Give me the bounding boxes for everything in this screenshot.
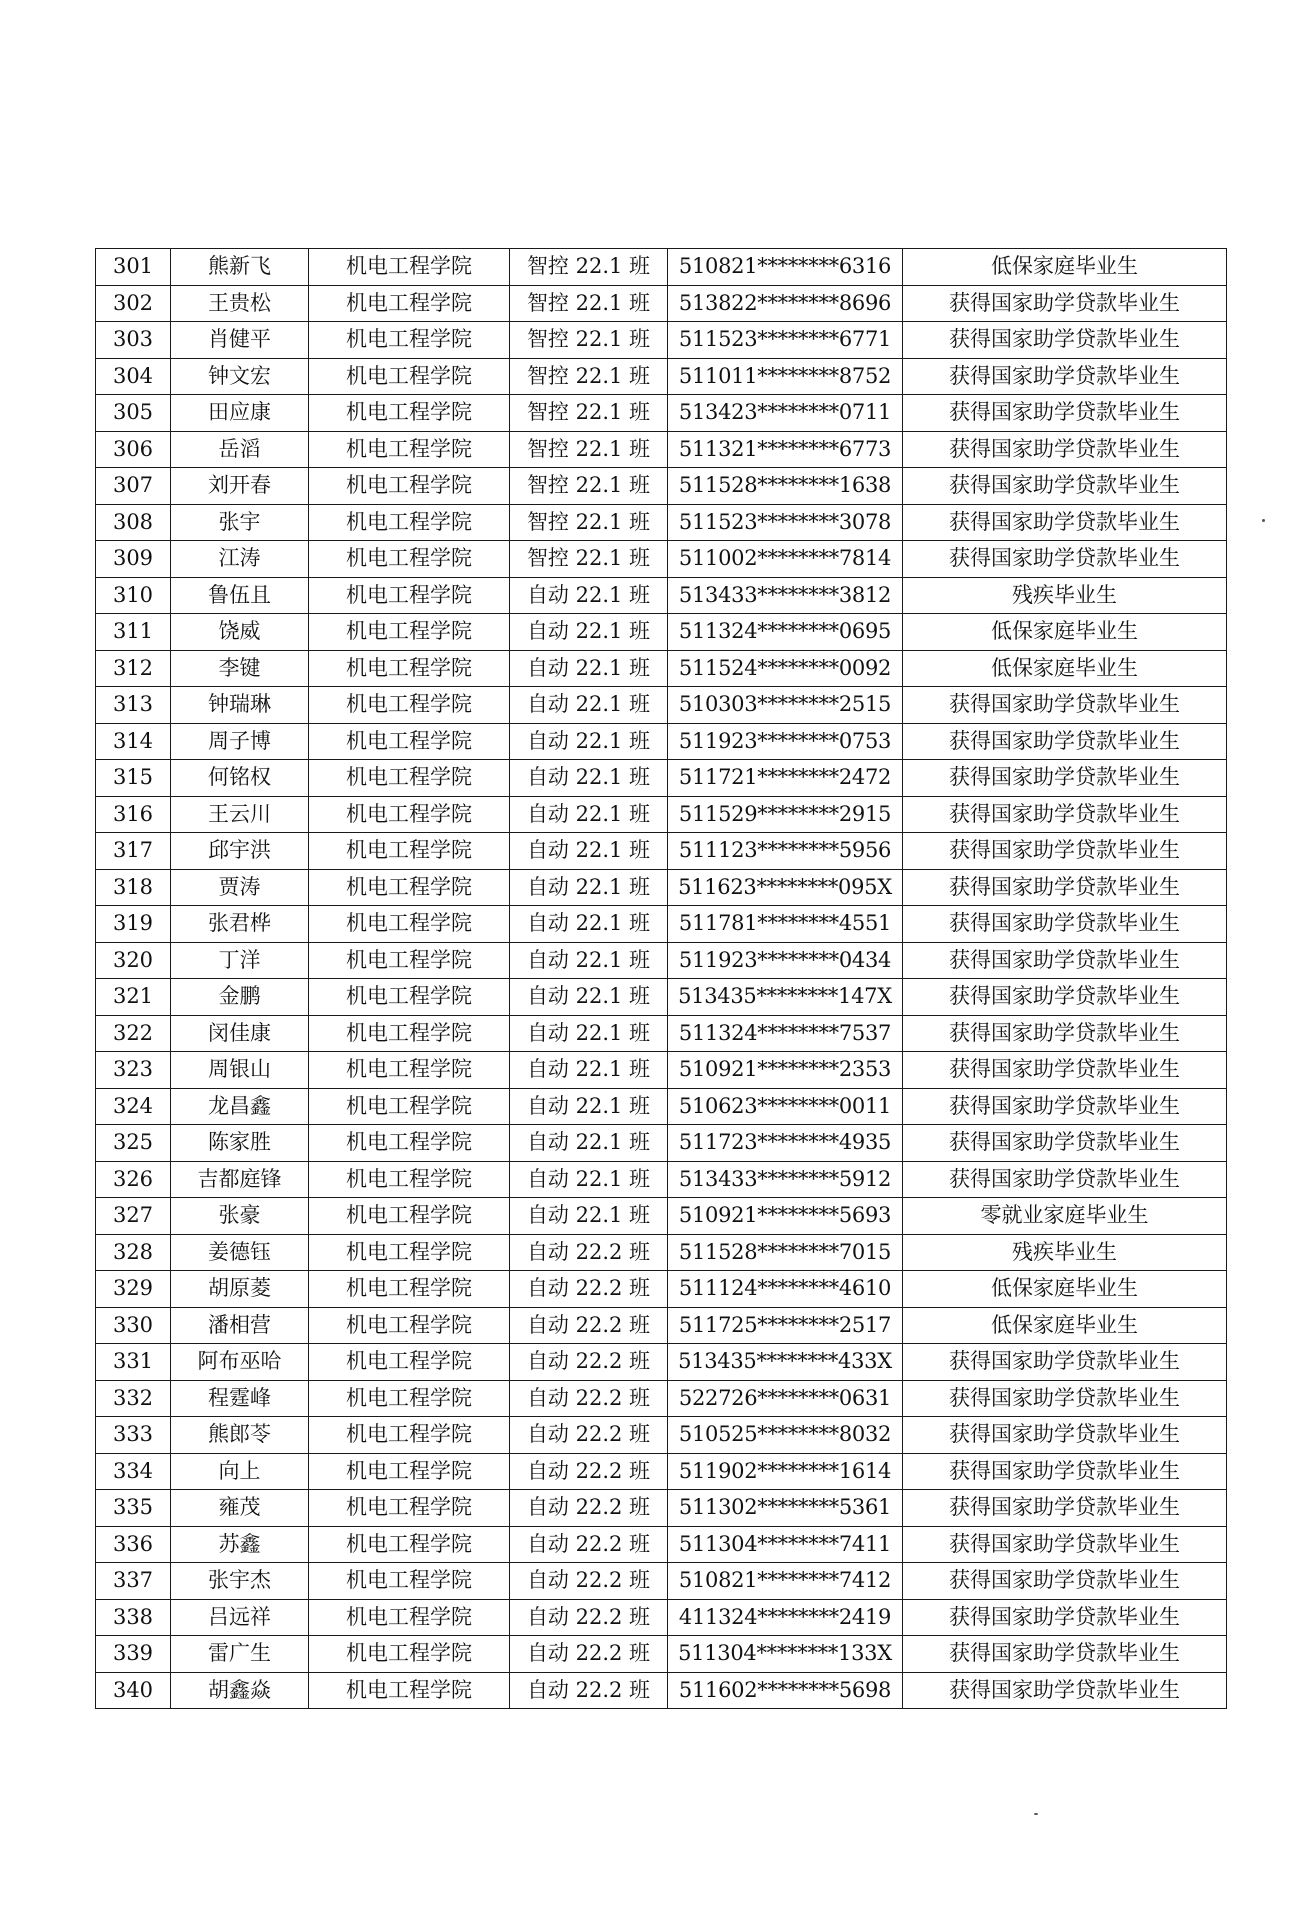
category-cell: 获得国家助学贷款毕业生 — [903, 760, 1227, 797]
table-row — [96, 833, 1227, 870]
table-row — [96, 504, 1227, 541]
student-name-cell: 熊新飞 — [171, 249, 309, 286]
college-cell: 机电工程学院 — [309, 869, 510, 906]
id-number-cell: 511321********6773 — [668, 431, 903, 468]
id-number-cell: 511902********1614 — [668, 1453, 903, 1490]
category-cell: 低保家庭毕业生 — [903, 1271, 1227, 1308]
table-row — [96, 541, 1227, 578]
class-cell: 自动 22.2 班 — [510, 1234, 668, 1271]
college-cell: 机电工程学院 — [309, 1125, 510, 1162]
table-row — [96, 1453, 1227, 1490]
scan-speck — [1262, 519, 1265, 522]
student-name-cell: 金鹏 — [171, 979, 309, 1016]
class-cell: 自动 22.2 班 — [510, 1417, 668, 1454]
table-row — [96, 723, 1227, 760]
class-cell: 自动 22.1 班 — [510, 979, 668, 1016]
college-cell: 机电工程学院 — [309, 942, 510, 979]
row-number-cell: 340 — [96, 1672, 171, 1709]
row-number-cell: 331 — [96, 1344, 171, 1381]
category-cell: 获得国家助学贷款毕业生 — [903, 979, 1227, 1016]
category-cell: 残疾毕业生 — [903, 577, 1227, 614]
row-number-cell: 337 — [96, 1563, 171, 1600]
student-name-cell: 姜德钰 — [171, 1234, 309, 1271]
college-cell: 机电工程学院 — [309, 1088, 510, 1125]
category-cell: 残疾毕业生 — [903, 1234, 1227, 1271]
scan-speck — [1034, 1813, 1038, 1815]
id-number-cell: 510623********0011 — [668, 1088, 903, 1125]
college-cell: 机电工程学院 — [309, 1380, 510, 1417]
row-number-cell: 301 — [96, 249, 171, 286]
id-number-cell: 510921********2353 — [668, 1052, 903, 1089]
row-number-cell: 321 — [96, 979, 171, 1016]
id-number-cell: 511524********0092 — [668, 650, 903, 687]
college-cell: 机电工程学院 — [309, 249, 510, 286]
row-number-cell: 309 — [96, 541, 171, 578]
id-number-cell: 513423********0711 — [668, 395, 903, 432]
student-name-cell: 张宇杰 — [171, 1563, 309, 1600]
class-cell: 自动 22.1 班 — [510, 906, 668, 943]
id-number-cell: 511602********5698 — [668, 1672, 903, 1709]
class-cell: 自动 22.2 班 — [510, 1380, 668, 1417]
table-row — [96, 1344, 1227, 1381]
id-number-cell: 511124********4610 — [668, 1271, 903, 1308]
student-name-cell: 周银山 — [171, 1052, 309, 1089]
student-name-cell: 熊郎苓 — [171, 1417, 309, 1454]
college-cell: 机电工程学院 — [309, 650, 510, 687]
class-cell: 自动 22.1 班 — [510, 833, 668, 870]
table-row — [96, 760, 1227, 797]
category-cell: 获得国家助学贷款毕业生 — [903, 906, 1227, 943]
category-cell: 获得国家助学贷款毕业生 — [903, 504, 1227, 541]
college-cell: 机电工程学院 — [309, 796, 510, 833]
student-name-cell: 吉都庭锋 — [171, 1161, 309, 1198]
row-number-cell: 328 — [96, 1234, 171, 1271]
table-row — [96, 1599, 1227, 1636]
id-number-cell: 511123********5956 — [668, 833, 903, 870]
class-cell: 自动 22.1 班 — [510, 1161, 668, 1198]
college-cell: 机电工程学院 — [309, 358, 510, 395]
id-number-cell: 510921********5693 — [668, 1198, 903, 1235]
college-cell: 机电工程学院 — [309, 723, 510, 760]
row-number-cell: 336 — [96, 1526, 171, 1563]
class-cell: 自动 22.1 班 — [510, 869, 668, 906]
student-name-cell: 岳滔 — [171, 431, 309, 468]
table-row — [96, 942, 1227, 979]
college-cell: 机电工程学院 — [309, 577, 510, 614]
row-number-cell: 318 — [96, 869, 171, 906]
student-name-cell: 龙昌鑫 — [171, 1088, 309, 1125]
college-cell: 机电工程学院 — [309, 979, 510, 1016]
row-number-cell: 305 — [96, 395, 171, 432]
table-row — [96, 869, 1227, 906]
student-name-cell: 李键 — [171, 650, 309, 687]
student-name-cell: 潘相营 — [171, 1307, 309, 1344]
class-cell: 智控 22.1 班 — [510, 504, 668, 541]
category-cell: 获得国家助学贷款毕业生 — [903, 723, 1227, 760]
row-number-cell: 338 — [96, 1599, 171, 1636]
student-name-cell: 钟文宏 — [171, 358, 309, 395]
category-cell: 获得国家助学贷款毕业生 — [903, 1417, 1227, 1454]
class-cell: 自动 22.1 班 — [510, 723, 668, 760]
college-cell: 机电工程学院 — [309, 1234, 510, 1271]
college-cell: 机电工程学院 — [309, 1015, 510, 1052]
row-number-cell: 313 — [96, 687, 171, 724]
class-cell: 自动 22.1 班 — [510, 1088, 668, 1125]
class-cell: 自动 22.2 班 — [510, 1599, 668, 1636]
category-cell: 获得国家助学贷款毕业生 — [903, 687, 1227, 724]
student-name-cell: 雍茂 — [171, 1490, 309, 1527]
college-cell: 机电工程学院 — [309, 614, 510, 651]
id-number-cell: 511923********0434 — [668, 942, 903, 979]
table-row — [96, 1161, 1227, 1198]
category-cell: 获得国家助学贷款毕业生 — [903, 322, 1227, 359]
id-number-cell: 511623********095X — [668, 869, 903, 906]
row-number-cell: 319 — [96, 906, 171, 943]
row-number-cell: 308 — [96, 504, 171, 541]
student-name-cell: 张宇 — [171, 504, 309, 541]
student-name-cell: 张君桦 — [171, 906, 309, 943]
category-cell: 获得国家助学贷款毕业生 — [903, 1344, 1227, 1381]
category-cell: 获得国家助学贷款毕业生 — [903, 1088, 1227, 1125]
class-cell: 自动 22.1 班 — [510, 1125, 668, 1162]
id-number-cell: 513433********5912 — [668, 1161, 903, 1198]
college-cell: 机电工程学院 — [309, 504, 510, 541]
id-number-cell: 511304********7411 — [668, 1526, 903, 1563]
id-number-cell: 522726********0631 — [668, 1380, 903, 1417]
table-row — [96, 1563, 1227, 1600]
student-name-cell: 吕远祥 — [171, 1599, 309, 1636]
class-cell: 自动 22.1 班 — [510, 1052, 668, 1089]
row-number-cell: 316 — [96, 796, 171, 833]
student-name-cell: 程霆峰 — [171, 1380, 309, 1417]
class-cell: 自动 22.1 班 — [510, 1198, 668, 1235]
category-cell: 获得国家助学贷款毕业生 — [903, 1015, 1227, 1052]
category-cell: 零就业家庭毕业生 — [903, 1198, 1227, 1235]
table-row — [96, 577, 1227, 614]
table-row — [96, 1234, 1227, 1271]
table-row — [96, 1490, 1227, 1527]
id-number-cell: 511304********133X — [668, 1636, 903, 1673]
category-cell: 获得国家助学贷款毕业生 — [903, 1563, 1227, 1600]
table-row — [96, 358, 1227, 395]
class-cell: 智控 22.1 班 — [510, 249, 668, 286]
college-cell: 机电工程学院 — [309, 1161, 510, 1198]
student-name-cell: 陈家胜 — [171, 1125, 309, 1162]
student-name-cell: 王贵松 — [171, 285, 309, 322]
student-name-cell: 胡原菱 — [171, 1271, 309, 1308]
row-number-cell: 334 — [96, 1453, 171, 1490]
row-number-cell: 326 — [96, 1161, 171, 1198]
college-cell: 机电工程学院 — [309, 1636, 510, 1673]
college-cell: 机电工程学院 — [309, 541, 510, 578]
class-cell: 自动 22.2 班 — [510, 1563, 668, 1600]
id-number-cell: 511528********1638 — [668, 468, 903, 505]
id-number-cell: 510303********2515 — [668, 687, 903, 724]
id-number-cell: 513435********147X — [668, 979, 903, 1016]
row-number-cell: 335 — [96, 1490, 171, 1527]
id-number-cell: 511723********4935 — [668, 1125, 903, 1162]
category-cell: 获得国家助学贷款毕业生 — [903, 1052, 1227, 1089]
id-number-cell: 511002********7814 — [668, 541, 903, 578]
class-cell: 自动 22.1 班 — [510, 796, 668, 833]
category-cell: 获得国家助学贷款毕业生 — [903, 468, 1227, 505]
student-name-cell: 江涛 — [171, 541, 309, 578]
class-cell: 自动 22.2 班 — [510, 1307, 668, 1344]
row-number-cell: 329 — [96, 1271, 171, 1308]
table-row — [96, 395, 1227, 432]
table-row — [96, 1125, 1227, 1162]
class-cell: 自动 22.1 班 — [510, 1015, 668, 1052]
category-cell: 低保家庭毕业生 — [903, 249, 1227, 286]
category-cell: 获得国家助学贷款毕业生 — [903, 833, 1227, 870]
college-cell: 机电工程学院 — [309, 833, 510, 870]
college-cell: 机电工程学院 — [309, 687, 510, 724]
college-cell: 机电工程学院 — [309, 1526, 510, 1563]
id-number-cell: 511529********2915 — [668, 796, 903, 833]
college-cell: 机电工程学院 — [309, 1563, 510, 1600]
class-cell: 自动 22.2 班 — [510, 1453, 668, 1490]
student-name-cell: 贾涛 — [171, 869, 309, 906]
row-number-cell: 307 — [96, 468, 171, 505]
id-number-cell: 511721********2472 — [668, 760, 903, 797]
class-cell: 自动 22.1 班 — [510, 614, 668, 651]
row-number-cell: 315 — [96, 760, 171, 797]
row-number-cell: 311 — [96, 614, 171, 651]
id-number-cell: 511528********7015 — [668, 1234, 903, 1271]
table-row — [96, 1636, 1227, 1673]
row-number-cell: 324 — [96, 1088, 171, 1125]
class-cell: 智控 22.1 班 — [510, 395, 668, 432]
table-row — [96, 1417, 1227, 1454]
category-cell: 获得国家助学贷款毕业生 — [903, 942, 1227, 979]
college-cell: 机电工程学院 — [309, 468, 510, 505]
student-name-cell: 田应康 — [171, 395, 309, 432]
row-number-cell: 317 — [96, 833, 171, 870]
category-cell: 获得国家助学贷款毕业生 — [903, 1161, 1227, 1198]
category-cell: 低保家庭毕业生 — [903, 1307, 1227, 1344]
category-cell: 获得国家助学贷款毕业生 — [903, 1380, 1227, 1417]
id-number-cell: 510525********8032 — [668, 1417, 903, 1454]
student-name-cell: 闵佳康 — [171, 1015, 309, 1052]
category-cell: 获得国家助学贷款毕业生 — [903, 541, 1227, 578]
category-cell: 获得国家助学贷款毕业生 — [903, 431, 1227, 468]
row-number-cell: 339 — [96, 1636, 171, 1673]
id-number-cell: 511923********0753 — [668, 723, 903, 760]
row-number-cell: 330 — [96, 1307, 171, 1344]
id-number-cell: 511302********5361 — [668, 1490, 903, 1527]
college-cell: 机电工程学院 — [309, 1271, 510, 1308]
category-cell: 获得国家助学贷款毕业生 — [903, 1453, 1227, 1490]
table-row — [96, 249, 1227, 286]
row-number-cell: 333 — [96, 1417, 171, 1454]
table-row — [96, 687, 1227, 724]
student-name-cell: 刘开春 — [171, 468, 309, 505]
table-row — [96, 650, 1227, 687]
college-cell: 机电工程学院 — [309, 1599, 510, 1636]
college-cell: 机电工程学院 — [309, 1052, 510, 1089]
row-number-cell: 304 — [96, 358, 171, 395]
table-row — [96, 1271, 1227, 1308]
class-cell: 自动 22.2 班 — [510, 1271, 668, 1308]
table-row — [96, 468, 1227, 505]
college-cell: 机电工程学院 — [309, 1453, 510, 1490]
table-row — [96, 1198, 1227, 1235]
class-cell: 智控 22.1 班 — [510, 468, 668, 505]
category-cell: 获得国家助学贷款毕业生 — [903, 869, 1227, 906]
college-cell: 机电工程学院 — [309, 395, 510, 432]
class-cell: 自动 22.1 班 — [510, 942, 668, 979]
category-cell: 获得国家助学贷款毕业生 — [903, 395, 1227, 432]
category-cell: 低保家庭毕业生 — [903, 650, 1227, 687]
table-row — [96, 614, 1227, 651]
id-number-cell: 511781********4551 — [668, 906, 903, 943]
college-cell: 机电工程学院 — [309, 1490, 510, 1527]
row-number-cell: 312 — [96, 650, 171, 687]
student-name-cell: 胡鑫焱 — [171, 1672, 309, 1709]
class-cell: 智控 22.1 班 — [510, 541, 668, 578]
table-row — [96, 979, 1227, 1016]
college-cell: 机电工程学院 — [309, 1344, 510, 1381]
college-cell: 机电工程学院 — [309, 906, 510, 943]
category-cell: 获得国家助学贷款毕业生 — [903, 796, 1227, 833]
id-number-cell: 510821********6316 — [668, 249, 903, 286]
student-name-cell: 雷广生 — [171, 1636, 309, 1673]
class-cell: 自动 22.1 班 — [510, 650, 668, 687]
student-name-cell: 向上 — [171, 1453, 309, 1490]
row-number-cell: 325 — [96, 1125, 171, 1162]
id-number-cell: 513435********433X — [668, 1344, 903, 1381]
id-number-cell: 513433********3812 — [668, 577, 903, 614]
table-row — [96, 1526, 1227, 1563]
roster-table-body — [96, 249, 1227, 1709]
row-number-cell: 323 — [96, 1052, 171, 1089]
student-name-cell: 阿布巫哈 — [171, 1344, 309, 1381]
college-cell: 机电工程学院 — [309, 322, 510, 359]
category-cell: 获得国家助学贷款毕业生 — [903, 1125, 1227, 1162]
student-name-cell: 张豪 — [171, 1198, 309, 1235]
student-name-cell: 周子博 — [171, 723, 309, 760]
row-number-cell: 332 — [96, 1380, 171, 1417]
college-cell: 机电工程学院 — [309, 285, 510, 322]
student-name-cell: 苏鑫 — [171, 1526, 309, 1563]
row-number-cell: 303 — [96, 322, 171, 359]
table-row — [96, 1052, 1227, 1089]
row-number-cell: 320 — [96, 942, 171, 979]
category-cell: 获得国家助学贷款毕业生 — [903, 1490, 1227, 1527]
student-name-cell: 何铭权 — [171, 760, 309, 797]
category-cell: 获得国家助学贷款毕业生 — [903, 358, 1227, 395]
category-cell: 获得国家助学贷款毕业生 — [903, 1636, 1227, 1673]
class-cell: 自动 22.2 班 — [510, 1526, 668, 1563]
category-cell: 低保家庭毕业生 — [903, 614, 1227, 651]
id-number-cell: 511011********8752 — [668, 358, 903, 395]
id-number-cell: 411324********2419 — [668, 1599, 903, 1636]
table-row — [96, 796, 1227, 833]
row-number-cell: 306 — [96, 431, 171, 468]
college-cell: 机电工程学院 — [309, 1417, 510, 1454]
college-cell: 机电工程学院 — [309, 1307, 510, 1344]
class-cell: 自动 22.2 班 — [510, 1490, 668, 1527]
id-number-cell: 511523********3078 — [668, 504, 903, 541]
student-name-cell: 钟瑞琳 — [171, 687, 309, 724]
id-number-cell: 511725********2517 — [668, 1307, 903, 1344]
table-row — [96, 1672, 1227, 1709]
table-row — [96, 1088, 1227, 1125]
class-cell: 智控 22.1 班 — [510, 358, 668, 395]
row-number-cell: 322 — [96, 1015, 171, 1052]
student-name-cell: 邱宇洪 — [171, 833, 309, 870]
id-number-cell: 510821********7412 — [668, 1563, 903, 1600]
class-cell: 自动 22.1 班 — [510, 760, 668, 797]
student-name-cell: 王云川 — [171, 796, 309, 833]
class-cell: 自动 22.2 班 — [510, 1344, 668, 1381]
graduate-roster-table — [95, 248, 1227, 1709]
table-row — [96, 1380, 1227, 1417]
category-cell: 获得国家助学贷款毕业生 — [903, 1526, 1227, 1563]
class-cell: 自动 22.1 班 — [510, 687, 668, 724]
student-name-cell: 鲁伍且 — [171, 577, 309, 614]
table-row — [96, 285, 1227, 322]
table-row — [96, 1015, 1227, 1052]
class-cell: 智控 22.1 班 — [510, 322, 668, 359]
row-number-cell: 310 — [96, 577, 171, 614]
category-cell: 获得国家助学贷款毕业生 — [903, 1599, 1227, 1636]
class-cell: 自动 22.2 班 — [510, 1636, 668, 1673]
id-number-cell: 511324********7537 — [668, 1015, 903, 1052]
class-cell: 自动 22.1 班 — [510, 577, 668, 614]
college-cell: 机电工程学院 — [309, 431, 510, 468]
row-number-cell: 302 — [96, 285, 171, 322]
category-cell: 获得国家助学贷款毕业生 — [903, 285, 1227, 322]
class-cell: 智控 22.1 班 — [510, 431, 668, 468]
id-number-cell: 511324********0695 — [668, 614, 903, 651]
table-row — [96, 322, 1227, 359]
row-number-cell: 327 — [96, 1198, 171, 1235]
category-cell: 获得国家助学贷款毕业生 — [903, 1672, 1227, 1709]
class-cell: 智控 22.1 班 — [510, 285, 668, 322]
id-number-cell: 511523********6771 — [668, 322, 903, 359]
id-number-cell: 513822********8696 — [668, 285, 903, 322]
table-row — [96, 431, 1227, 468]
college-cell: 机电工程学院 — [309, 760, 510, 797]
college-cell: 机电工程学院 — [309, 1198, 510, 1235]
table-row — [96, 1307, 1227, 1344]
class-cell: 自动 22.2 班 — [510, 1672, 668, 1709]
student-name-cell: 丁洋 — [171, 942, 309, 979]
student-name-cell: 饶威 — [171, 614, 309, 651]
row-number-cell: 314 — [96, 723, 171, 760]
student-name-cell: 肖健平 — [171, 322, 309, 359]
college-cell: 机电工程学院 — [309, 1672, 510, 1709]
table-row — [96, 906, 1227, 943]
